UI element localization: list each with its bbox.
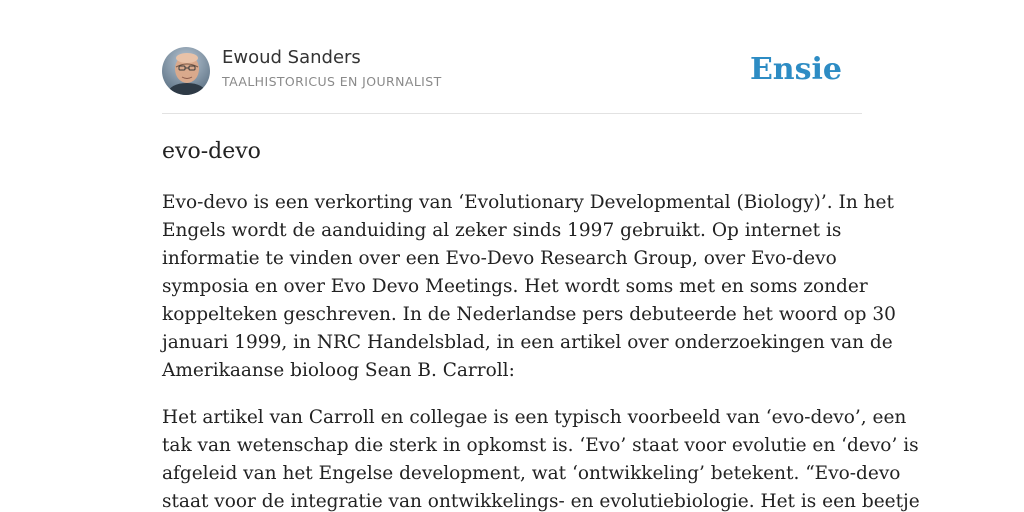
- article-paragraph: [162, 189, 896, 385]
- author-name[interactable]: Ewoud Sanders: [222, 47, 361, 68]
- header-divider: [162, 113, 862, 114]
- paragraph-line: tak van wetenschap die sterk in opkomst is. ‘Evo’ staat voor evolutie en ‘devo’ is: [162, 435, 919, 456]
- paragraph-line: koppelteken geschreven. In de Nederlandse pers debuteerde het woord op 30: [162, 304, 896, 325]
- author-avatar[interactable]: [162, 47, 210, 95]
- author-role: TAALHISTORICUS EN JOURNALIST: [222, 74, 442, 89]
- paragraph-line: januari 1999, in NRC Handelsblad, in een artikel over onderzoekingen van de: [162, 332, 893, 353]
- article-body: [162, 189, 920, 512]
- paragraph-line: Amerikaanse bioloog Sean B. Carroll:: [162, 360, 515, 381]
- article-paragraph: [162, 404, 920, 512]
- paragraph-line: Het artikel van Carroll en collegae is een typisch voorbeeld van ‘evo-devo’, een: [162, 407, 907, 428]
- article-title: evo-devo: [162, 139, 261, 164]
- paragraph-line: Engels wordt de aanduiding al zeker sinds 1997 gebruikt. Op internet is: [162, 220, 842, 241]
- paragraph-line: symposia en over Evo Devo Meetings. Het wordt soms met en soms zonder: [162, 276, 868, 297]
- paragraph-line: informatie te vinden over een Evo-Devo Research Group, over Evo-devo: [162, 248, 837, 269]
- paragraph-line: staat voor de integratie van ontwikkelings- en evolutiebiologie. Het is een beetje: [162, 491, 920, 512]
- avatar-portrait-image: [162, 47, 210, 95]
- author-header: [162, 46, 862, 96]
- paragraph-line: afgeleid van het Engelse development, wat ‘ontwikkeling’ betekent. “Evo-devo: [162, 463, 901, 484]
- paragraph-line: Evo-devo is een verkorting van ‘Evolutionary Developmental (Biology)’. In het: [162, 192, 894, 213]
- ensie-logo[interactable]: Ensie: [749, 52, 842, 87]
